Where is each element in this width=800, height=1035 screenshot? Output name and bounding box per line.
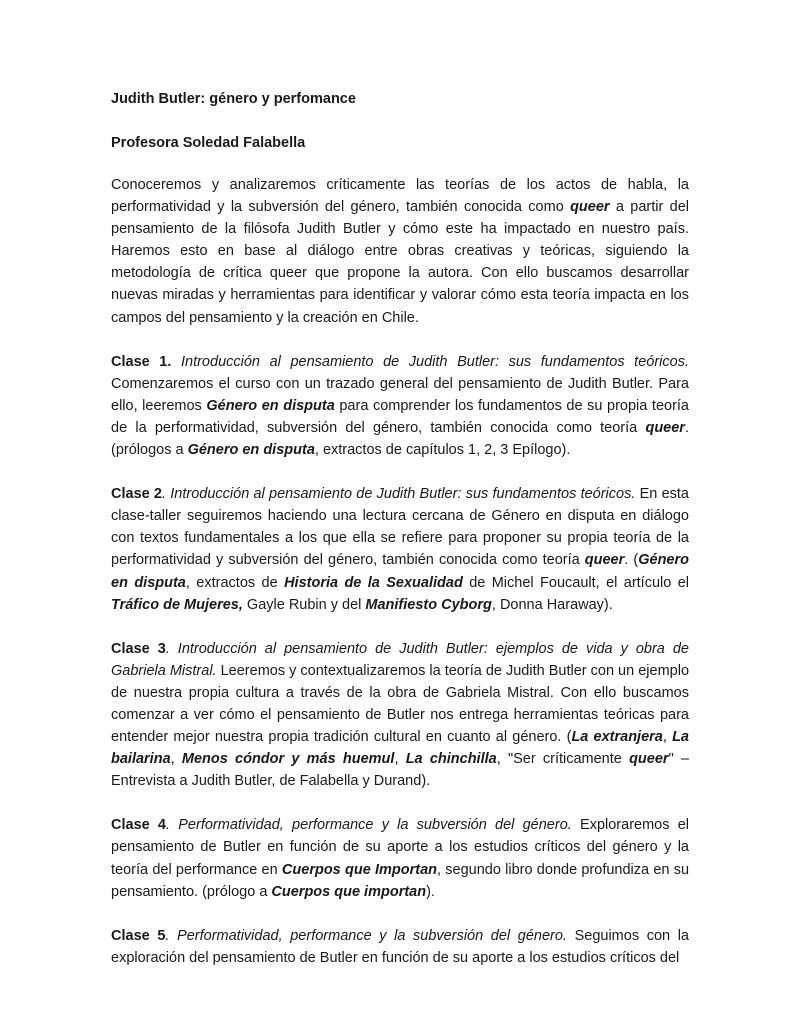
intro-paragraph (111, 174, 689, 329)
clase-1-paragraph (111, 351, 689, 461)
clase-2-text-2: . ( (624, 552, 639, 569)
intro-text-1: Conoceremos y analizaremos críticamente las teorías de los actos de habla, la performatividad y la subversión del género, también conocida como (111, 177, 689, 216)
clase-3-work-3: Menos cóndor y más huemul (181, 751, 395, 768)
clase-2-text-3: , extractos de (185, 574, 285, 591)
clase-3-text-1: Leeremos y contextualizaremos la teoría de Judith Butler con un ejemplo de nuestra propia cultura a través de la obra de Gabriela Mistral. Con ello buscamos comenzar a ver cómo el pensamiento de Butler nos entrega herramientas teóricas para entender mejor nuestra propia tradición cultural en cuanto al género. ( (111, 662, 690, 746)
clase-3-label: Clase 3 (111, 640, 166, 657)
clase-5-paragraph (111, 925, 689, 969)
clase-1-text-2: para comprender los fundamentos de su propia teoría de la performatividad, subversión del género, también conocida como teoría (111, 397, 689, 436)
clase-4-book-1: Cuerpos que Importan (281, 861, 438, 878)
clase-5-heading: . Performatividad, performance y la subversión del género. (165, 927, 567, 944)
intro-queer-term: queer (570, 199, 610, 216)
clase-2-paragraph (111, 483, 689, 616)
clase-2-text-1: En esta clase-taller seguiremos haciendo una lectura cercana de Género en disputa en diálogo con textos fundamentales a los que ella se refiere para proponer su propia teoría de la performatividad y subversión del género, también conocida como teoría (111, 486, 689, 569)
intro-text-2: a partir del pensamiento de la filósofa Judith Butler y cómo este ha impactado en nuestro país. Haremos esto en base al diálogo entre obras creativas y teóricas, siguiendo la metodología de crítica queer que propone la autora. Con ello buscamos desarrollar nuevas miradas y herramientas para identificar y valorar cómo esta teoría impacta en los campos del pensamiento y la creación en Chile. (111, 199, 689, 326)
clase-3-text-3: , (170, 751, 182, 768)
clase-5-label: Clase 5 (111, 927, 166, 944)
clase-4-label: Clase 4 (111, 817, 166, 834)
clase-3-queer-term: queer (629, 751, 669, 768)
clase-2-book-2: Historia de la Sexualidad (284, 574, 463, 591)
clase-2-queer-term: queer (584, 552, 625, 569)
clase-4-book-2: Cuerpos que importan (271, 883, 427, 900)
clase-1-text-1: Comenzaremos el curso con un trazado general del pensamiento de Judith Butler. Para ello, leeremos (111, 375, 689, 414)
clase-2-book-1: Género en disputa (111, 552, 689, 591)
clase-5-text-1: Seguimos con la exploración del pensamiento de Butler en función de su aporte a los estudios críticos del (111, 927, 689, 966)
document-author: Profesora Soledad Falabella (111, 135, 306, 151)
clase-1-text-3: . (prólogos a (111, 419, 689, 459)
clase-3-work-1: La extranjera (571, 729, 663, 746)
clase-2-text-6: , Donna Haraway). (491, 596, 613, 613)
clase-4-text-2: , segundo libro donde profundiza en su pensamiento. (prólogo a (111, 861, 690, 900)
clase-4-text-1: Exploraremos el pensamiento de Butler en función de su aporte a los estudios críticos del género y la teoría del performance en (111, 817, 689, 878)
clase-3-work-4: La chinchilla (405, 751, 497, 768)
clase-2-heading: . Introducción al pensamiento de Judith Butler: sus fundamentos teóricos. (162, 486, 636, 503)
clase-2-label: Clase 2 (111, 486, 162, 503)
clase-2-book-3: Tráfico de Mujeres, (111, 596, 243, 613)
clase-4-text-3: ). (426, 883, 435, 900)
clase-2-text-4: de Michel Foucault, el artículo el (462, 574, 689, 591)
clase-3-text-6: " – Entrevista a Judith Butler, de Falabella y Durand). (111, 751, 689, 790)
clase-2-text-5: Gayle Rubin y del (242, 596, 366, 613)
clase-3-text-5: , "Ser críticamente (496, 751, 630, 768)
clase-1-queer-term: queer (645, 419, 685, 436)
clase-3-text-2: , (662, 729, 673, 746)
clase-1-book-1: Género en disputa (206, 397, 335, 414)
clase-4-paragraph (111, 814, 689, 902)
clase-3-paragraph (111, 638, 689, 793)
clase-3-heading: . Introducción al pensamiento de Judith Butler: ejemplos de vida y obra de Gabriela Mistral. (111, 640, 689, 679)
clase-1-label: Clase 1. (111, 353, 172, 370)
clase-1-book-2: Género en disputa (187, 442, 315, 459)
clase-2-book-4: Manifiesto Cyborg (365, 596, 492, 613)
clase-1-heading: Introducción al pensamiento de Judith Butler: sus fundamentos teóricos. (171, 353, 689, 370)
document-title: Judith Butler: género y perfomance (111, 91, 356, 107)
clase-3-work-2: La bailarina (111, 729, 689, 768)
clase-3-text-4: , (394, 751, 406, 768)
clase-4-heading: . Performatividad, performance y la subversión del género. (166, 817, 572, 834)
document-page (111, 88, 689, 969)
clase-1-text-4: , extractos de capítulos 1, 2, 3 Epílogo). (314, 442, 571, 459)
